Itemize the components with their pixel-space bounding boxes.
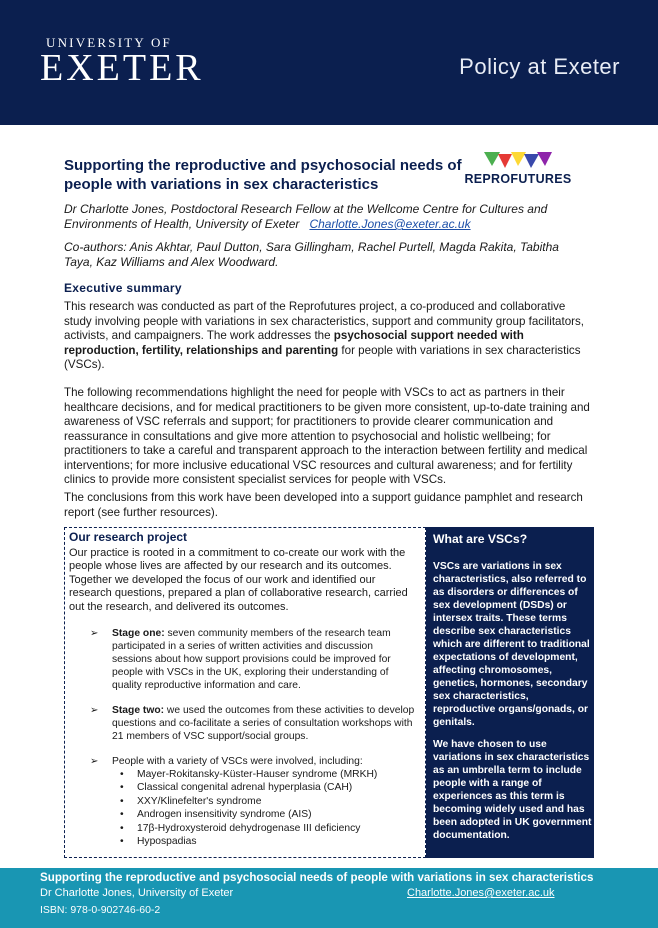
summary-p1-text: This research was conducted as part of the Reprofutures project, a co-produced and collaborative study involving people with variations in sex characteristics, support and community group facilitators, activists, and campaigners. The work addresses the [64, 300, 585, 342]
author-name: Dr Charlotte Jones, Postdoctoral Research Fellow at the Wellcome Centre for Cultures and Environments of Health, University of Exeter [64, 202, 548, 231]
research-project-heading: Our research project [69, 530, 188, 544]
document-title: Supporting the reproductive and psychosocial needs of people with variations in sex characteristics [64, 157, 462, 193]
list-item: • Hypospadias [120, 835, 377, 848]
participants-text: People with a variety of VSCs were involved, including: [112, 756, 363, 767]
section-title: Policy at Exeter [459, 54, 620, 79]
logo-triangle-purple [537, 152, 552, 166]
author-line [64, 202, 584, 232]
summary-p1-bold: psychosocial support needed with reproduction, fertility, relationships and parenting [64, 329, 524, 357]
coauthors: Co-authors: Anis Akhtar, Paul Dutton, Sara Gillingham, Rachel Purtell, Magda Rakita, Tabitha Taya, Kaz Williams and Alex Woodward. [64, 240, 559, 269]
list-item: • XXY/Klinefelter's syndrome [120, 795, 377, 808]
stage-one-label: Stage one: [112, 628, 165, 639]
stage-two-text: we used the outcomes from these activities to develop questions and co-facilitate a series of consultation workshops with 21 members of VSC support/social groups. [112, 705, 415, 742]
list-item: • Classical congenital adrenal hyperplasia (CAH) [120, 781, 377, 794]
arrow-bullet-icon: ➢ [90, 756, 99, 767]
footer-title: Supporting the reproductive and psychosocial needs of people with variations in sex characteristics [40, 871, 594, 884]
executive-summary-heading: Executive summary [64, 281, 182, 295]
arrow-bullet-icon: ➢ [90, 705, 99, 716]
logo-shapes-icon [462, 150, 574, 172]
reprofutures-logo [462, 150, 574, 190]
summary-paragraph-1 [64, 300, 592, 373]
summary-p1-end: for people with variations in sex characteristics (VSCs). [64, 343, 581, 371]
university-logo-text: EXETER [40, 47, 204, 89]
footer-email-link[interactable]: Charlotte.Jones@exeter.ac.uk [407, 887, 555, 899]
participants-item [90, 755, 415, 768]
list-item: • 17β-Hydroxysteroid dehydrogenase III deficiency [120, 822, 377, 835]
logo-triangle-blue [524, 154, 539, 168]
logo-text: REPROFUTURES [464, 172, 572, 186]
list-item: • Mayer-Rokitansky-Küster-Hauser syndrome (MRKH) [120, 768, 377, 781]
sidebar-paragraph-1: VSCs are variations in sex characteristics, also referred to as disorders or differences of sex development (DSDs) or intersex traits. These terms describe sex characteristics which are different to traditional expectations of development, affecting chromosomes, genetics, hormones, secondary sex characteristics, reproductive organs/gonads, or genitals. [433, 561, 590, 728]
summary-paragraph-2: The following recommendations highlight the need for people with VSCs to act as partners in their healthcare decisions, and for medical practitioners to be given more consistent, up-to-date training and awareness of VSC referrals and support; for practitioners to provide clearer communication and reassurance in consultations and give more attention to psychosocial and holistic wellbeing; for practitioners to take a careful and transparent approach to the interaction between fertility and medical interventions; for more inclusive educational VSC resources and cultural awareness; and for fertility clinics to provide more consistent specialist services for people with VSCs. [64, 386, 590, 486]
logo-triangle-green [484, 152, 500, 166]
stage-two-item [90, 704, 415, 743]
research-project-intro: Our practice is rooted in a commitment to co-create our work with the people whose lives are affected by our research and its outcomes. Together we developed the focus of our work and identified our research questions, prepared a plan of collaborative research, carried out the research, and delivered its outcomes. [69, 547, 408, 613]
summary-paragraph-3: The conclusions from this work have been developed into a support guidance pamphlet and research report (see further resources). [64, 491, 583, 519]
university-label: UNIVERSITY OF [46, 35, 172, 50]
sidebar-heading: What are VSCs? [433, 532, 528, 546]
stage-two-label: Stage two: [112, 705, 165, 716]
sidebar-paragraph-2: We have chosen to use variations in sex characteristics as an umbrella term to include people with a range of experiences as this term is becoming widely used and has been adopted in UK government documentation. [433, 739, 592, 841]
arrow-bullet-icon: ➢ [90, 628, 99, 639]
stage-one-text: seven community members of the research team participated in a series of written activities and discussion sessions about how support provisions could be improved for people with VSCs in the UK, exploring their understanding of quality reproductive information and care. [112, 628, 391, 691]
footer-author: Dr Charlotte Jones, University of Exeter [40, 887, 234, 899]
logo-triangle-red [498, 154, 512, 168]
author-email-link[interactable]: Charlotte.Jones@exeter.ac.uk [309, 217, 471, 231]
list-item: • Androgen insensitivity syndrome (AIS) [120, 808, 377, 821]
logo-triangle-yellow [511, 152, 526, 166]
conditions-list [120, 768, 377, 848]
footer-isbn: ISBN: 978-0-902746-60-2 [40, 904, 161, 916]
stage-one-item [90, 627, 415, 692]
